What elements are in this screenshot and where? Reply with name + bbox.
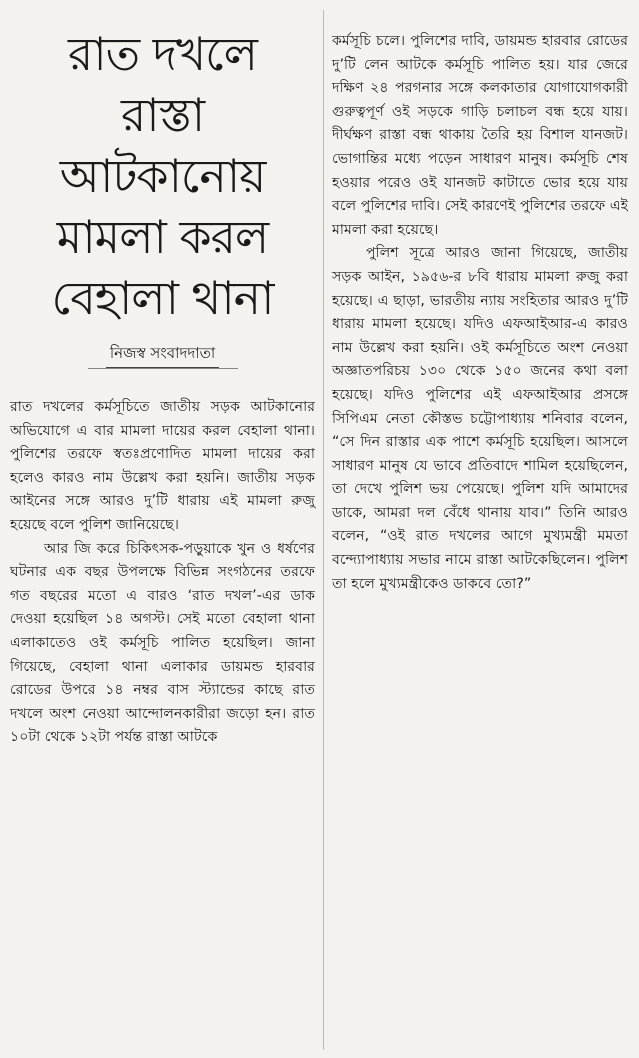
headline bbox=[10, 24, 315, 329]
paragraph: পুলিশ সূত্রে আরও জানা গিয়েছে, জাতীয় সড়ক আইন, ১৯৫৬-র ৮বি ধারায় মামলা রুজু করা হয়েছে। এ ছাড়া, ভারতীয় ন্যায় সংহিতার আরও দু’টি ধারায় মামলা হয়েছে। যদিও এফআইআর-এ কারও নাম উল্লেখ করা হয়নি। ওই কর্মসূচিতে অংশ নেওয়া অজ্ঞাতপরিচয় ১৩০ থেকে ১৫০ জনের কথা বলা হয়েছে। যদিও পুলিশের এই এফআইআর প্রসঙ্গে সিপিএম নেতা কৌস্তভ চট্টোপাধ্যায় শনিবার বলেন, “সে দিন রাস্তার এক পাশে কর্মসূচি হয়েছিল। আসলে সাধারণ মানুষ যে ভাবে প্রতিবাদে শামিল হয়েছিলেন, তা দেখে পুলিশ ভয় পেয়েছে। পুলিশ যদি আমাদের ডাকে, আমরা দল বেঁধে থানায় যাব।” তিনি আরও বলেন, “ওই রাত দখলের আগে মুখ্যমন্ত্রী মমতা বন্দ্যোপাধ্যায় সভার নামে রাস্তা আটকেছিলেন। পুলিশ তা হলে মুখ্যমন্ত্রীকেও ডাকবে তো?” bbox=[332, 245, 628, 592]
byline bbox=[10, 343, 315, 368]
left-body bbox=[10, 396, 315, 750]
paragraph: আর জি করে চিকিৎসক-পড়ুয়াকে খুন ও ধর্ষণের ঘটনার এক বছর উপলক্ষে বিভিন্ন সংগঠনের তরফে গত বছরের মতো এ বারও ‘রাত দখল’-এর ডাক দেওয়া হয়েছিল ১৪ অগস্ট। সেই মতো বেহালা থানা এলাকাতেও ওই কর্মসূচি পালিত হয়েছিল। জানা গিয়েছে, বেহালা থানা এলাকার ডায়মন্ড হারবার রোডের উপরে ১৪ নম্বর বাস স্ট্যান্ডের কাছে রাত দখলে অংশ নেওয়া আন্দোলনকারীরা জড়ো হন। রাত ১০টা থেকে ১২টা পর্যন্ত রাস্তা আটকে bbox=[10, 540, 315, 746]
column-divider bbox=[323, 10, 324, 1050]
headline-line: মামলা করল bbox=[56, 210, 269, 264]
headline-line: রাস্তা bbox=[120, 88, 205, 142]
right-column bbox=[332, 30, 628, 596]
left-column bbox=[10, 12, 315, 750]
paragraph: রাত দখলের কর্মসূচিতে জাতীয় সড়ক আটকানোর অভিযোগে এ বার মামলা দায়ের করল বেহালা থানা। পুলিশের তরফে স্বতঃপ্রণোদিত মামলা দায়ের করা হলেও কারও নাম উল্লেখ করা হয়নি। জাতীয় সড়ক আইনের সঙ্গে আরও দু’টি ধারায় এই মামলা রুজু হয়েছে বলে পুলিশ জানিয়েছে। bbox=[10, 399, 315, 533]
byline-text: নিজস্ব সংবাদদাতা bbox=[106, 343, 219, 368]
headline-line: বেহালা থানা bbox=[51, 271, 274, 325]
byline-divider bbox=[88, 368, 238, 369]
headline-line: আটকানোয় bbox=[59, 149, 266, 203]
headline-line: রাত দখলে bbox=[68, 27, 257, 81]
paragraph: কর্মসূচি চলে। পুলিশের দাবি, ডায়মন্ড হারবার রোডের দু’টি লেন আটকে কর্মসূচি পালিত হয়। যার জেরে দক্ষিণ ২৪ পরগনার সঙ্গে কলকাতার যোগাযোগকারী গুরুত্বপূর্ণ ওই সড়কে গাড়ি চলাচল বন্ধ হয়ে যায়। দীর্ঘক্ষণ রাস্তা বন্ধ থাকায় তৈরি হয় বিশাল যানজট। ভোগান্তির মধ্যে পড়েন সাধারণ মানুষ। কর্মসূচি শেষ হওয়ার পরেও ওই যানজট কাটাতে ভোর হয়ে যায় বলে পুলিশের দাবি। সেই কারণেই পুলিশের তরফে এই মামলা করা হয়েছে। bbox=[332, 33, 628, 238]
